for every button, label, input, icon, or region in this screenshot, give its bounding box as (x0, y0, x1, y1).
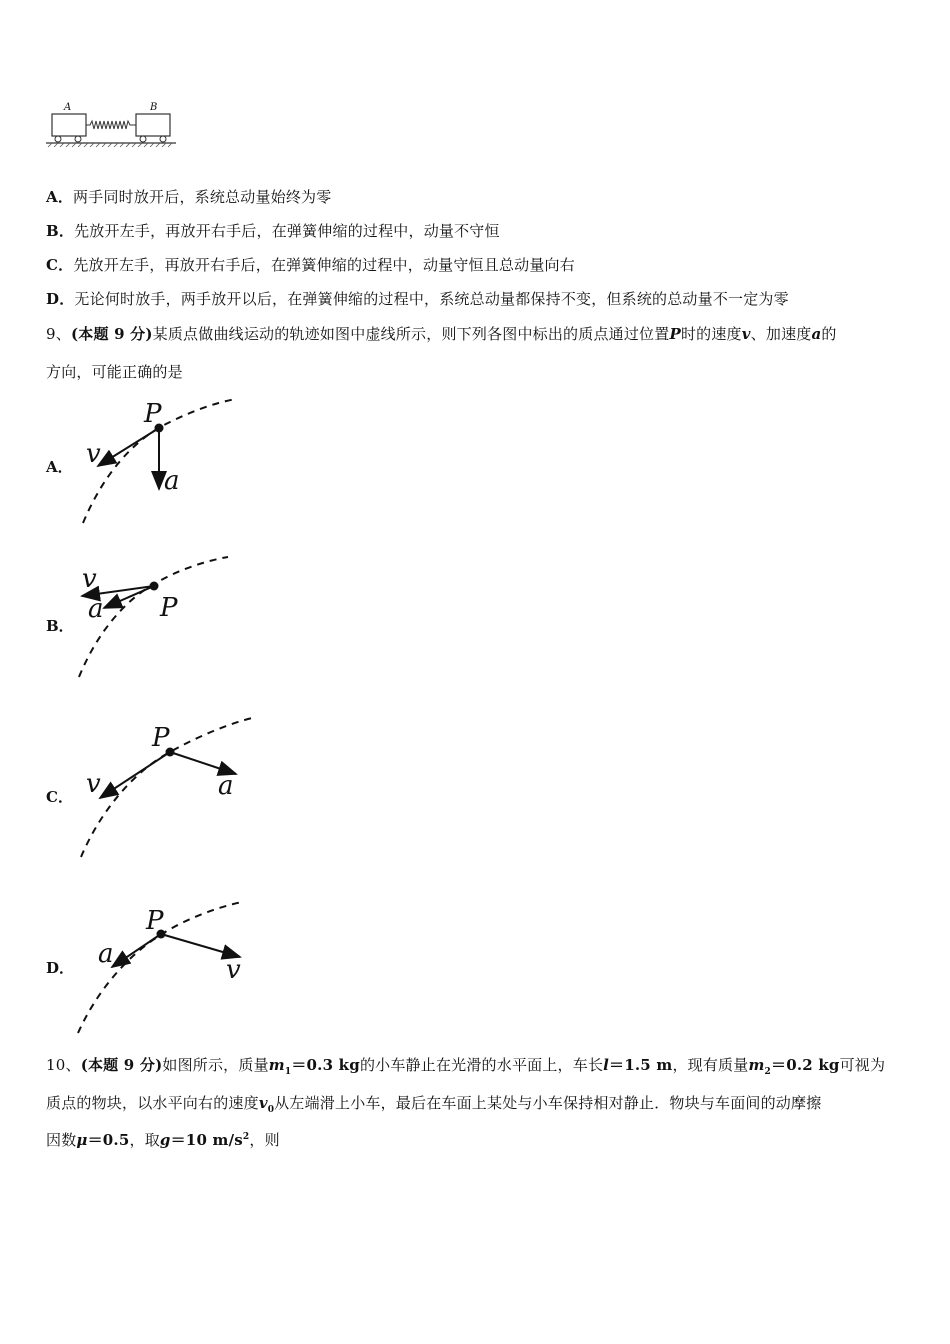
cart-b-label: B (150, 102, 158, 113)
var-m1-sub: 1 (284, 1067, 292, 1077)
label-v: v (226, 955, 241, 985)
label-p: P (160, 593, 178, 623)
q8-option-d (46, 288, 789, 309)
wheel (75, 136, 81, 142)
label-a: a (164, 466, 180, 496)
option-key: C． (46, 256, 74, 274)
velocity-arrow (98, 428, 159, 466)
stem-text: 的 (821, 325, 837, 343)
option-key: D． (46, 290, 75, 308)
q8-option-c (46, 254, 575, 275)
label-v: v (86, 769, 101, 799)
value-g: ＝10 m/s (170, 1131, 243, 1149)
spring (86, 121, 136, 129)
stem-text: ，取 (129, 1131, 160, 1149)
question-points: (本题 9 分) (70, 325, 153, 343)
var-m2-sub: 2 (764, 1067, 771, 1077)
stem-text: 某质点做曲线运动的轨迹如图中虚线所示，则下列各图中标出的质点通过位置 (152, 325, 670, 343)
wheel (160, 136, 166, 142)
carts-spring-figure (44, 98, 179, 150)
option-text: 先放开左手，再放开右手后，在弹簧伸缩的过程中，动量不守恒 (74, 222, 500, 240)
stem-text: 质点的物块，以水平向右的速度 (46, 1094, 259, 1112)
stem-text: 的小车静止在光滑的水平面上，车长 (359, 1056, 604, 1074)
q9-option-d-label: D． (46, 959, 75, 977)
label-p: P (144, 399, 162, 429)
var-m1: m (268, 1056, 285, 1074)
var-v0: v (258, 1094, 268, 1112)
stem-text: 因数 (46, 1131, 77, 1149)
value-mu: ＝0.5 (87, 1131, 130, 1149)
velocity-arrow (161, 934, 240, 957)
q9-option-a-label: A． (46, 458, 73, 476)
option-text: 先放开左手，再放开右手后，在弹簧伸缩的过程中，动量守恒且总动量向右 (73, 256, 575, 274)
ground-hatch (48, 143, 172, 147)
value-m1: ＝0.3 kg (291, 1056, 360, 1074)
label-a: a (98, 939, 114, 969)
stem-text: 如图所示，质量 (162, 1056, 269, 1074)
label-a: a (218, 771, 234, 801)
label-v: v (86, 439, 101, 469)
var-v0-sub: 0 (267, 1105, 275, 1115)
option-text: 两手同时放开后，系统总动量始终为零 (73, 188, 332, 206)
var-g: g (159, 1131, 171, 1149)
option-key: A． (46, 188, 74, 206)
question-number: 10、 (46, 1056, 81, 1074)
acceleration-arrow (112, 934, 161, 967)
wheel (140, 136, 146, 142)
q9-stem-line1 (46, 323, 837, 344)
wheel (55, 136, 61, 142)
var-p: P (669, 325, 681, 343)
stem-text: 、加速度 (750, 325, 812, 343)
q9-figure-a (78, 395, 248, 530)
label-p: P (146, 906, 164, 936)
var-l: l (603, 1056, 610, 1074)
var-mu: μ (76, 1131, 88, 1149)
label-a: a (88, 594, 104, 624)
q9-option-c-label: C． (46, 788, 73, 806)
q9-figure-b (76, 555, 246, 685)
q10-stem-line1 (46, 1054, 885, 1077)
var-a: a (811, 325, 822, 343)
stem-text: 从左端滑上小车，最后在车面上某处与小车保持相对静止．物块与车面间的动摩擦 (274, 1094, 822, 1112)
label-v: v (82, 564, 97, 594)
stem-text: 时的速度 (680, 325, 742, 343)
q9-option-b-label: B． (46, 617, 74, 635)
q9-figure-c (78, 712, 263, 862)
value-l: ＝1.5 m (609, 1056, 673, 1074)
var-v: v (741, 325, 751, 343)
cart-a-label: A (64, 102, 72, 113)
q8-option-b (46, 220, 500, 241)
q10-stem-line2 (46, 1092, 821, 1115)
q10-stem-line3 (46, 1129, 280, 1150)
label-p: P (152, 723, 170, 753)
cart-b (136, 114, 170, 136)
q9-figure-d (74, 898, 254, 1038)
question-points: (本题 9 分) (80, 1056, 163, 1074)
velocity-arrow (100, 752, 170, 798)
q9-stem-line2 (46, 361, 183, 382)
cart-a (52, 114, 86, 136)
value-g-sup: 2 (242, 1132, 250, 1142)
question-number: 9、 (46, 325, 71, 343)
var-m2: m (748, 1056, 765, 1074)
stem-text: ，现有质量 (672, 1056, 749, 1074)
stem-text: 可视为 (839, 1056, 886, 1074)
value-m2: ＝0.2 kg (771, 1056, 840, 1074)
stem-text: ，则 (249, 1131, 280, 1149)
stem-text: 方向，可能正确的是 (46, 363, 183, 381)
option-text: 无论何时放手，两手放开以后，在弹簧伸缩的过程中，系统总动量都保持不变，但系统的总动量不一定为零 (74, 290, 789, 308)
q8-option-a (46, 186, 331, 207)
option-key: B． (46, 222, 75, 240)
